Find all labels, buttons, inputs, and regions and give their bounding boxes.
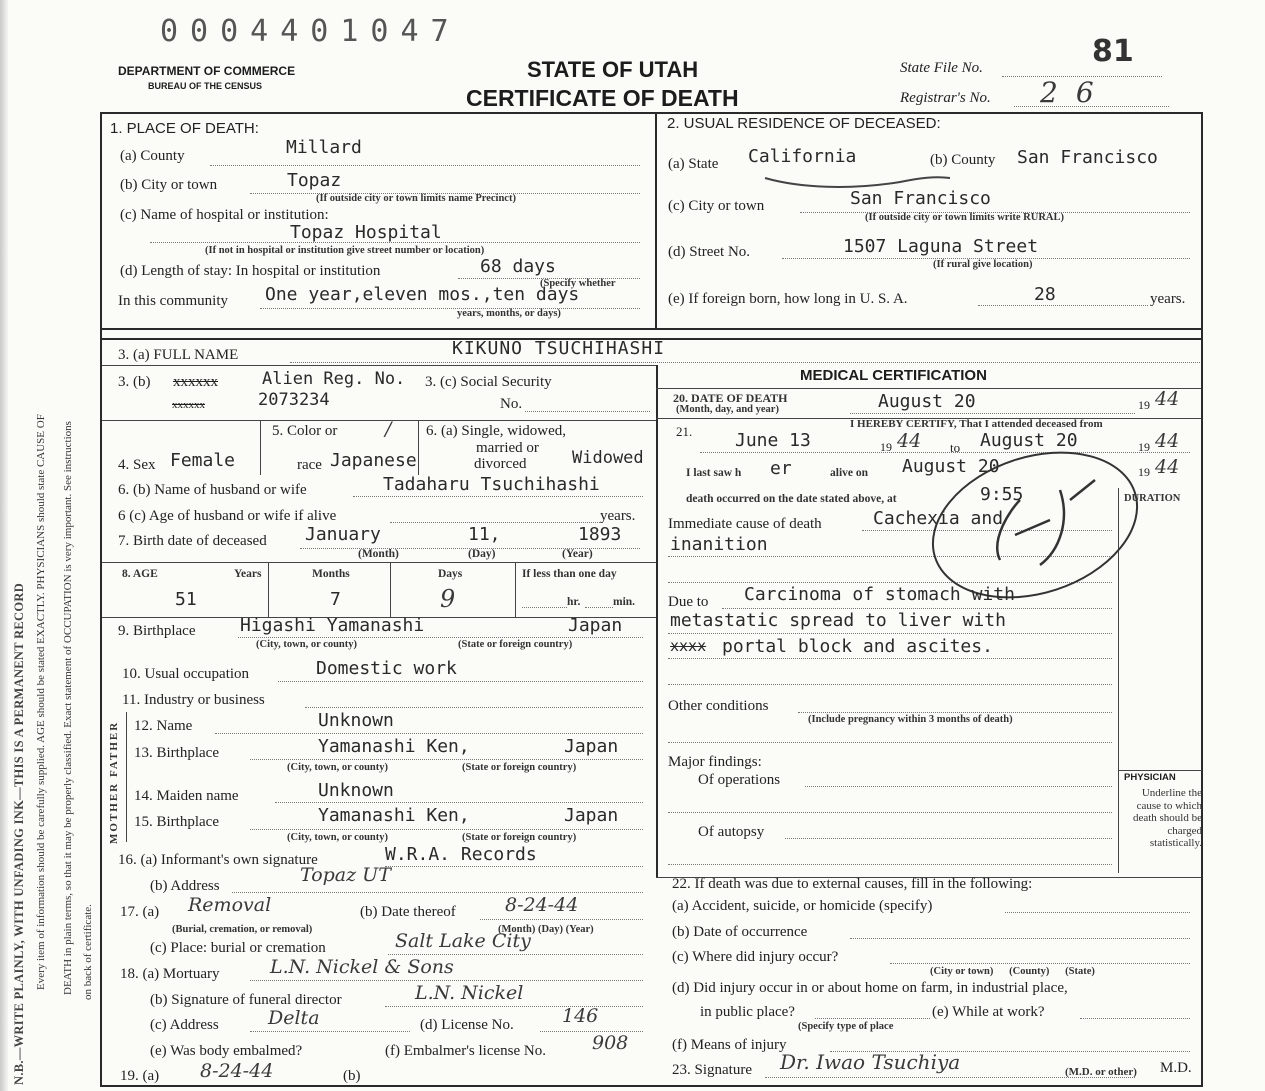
res-state-label: (a) State xyxy=(668,156,719,172)
hospital-value: Topaz Hospital xyxy=(290,222,442,243)
county-value: Millard xyxy=(286,137,362,158)
filed-date-value: 8-24-44 xyxy=(200,1060,274,1082)
mother-maiden-value: Unknown xyxy=(318,780,394,801)
stay-community-value: One year,eleven mos.,ten days xyxy=(265,284,580,305)
injury-date-label: (b) Date of occurrence xyxy=(672,924,808,940)
mother-side-label: MOTHER xyxy=(108,781,120,844)
duration-header: DURATION xyxy=(1124,493,1181,504)
birth-year: 1893 xyxy=(578,524,622,545)
res-street-note: (If rural give location) xyxy=(933,259,1033,270)
public-place-label: in public place? xyxy=(700,1004,795,1020)
county-label: (a) County xyxy=(120,148,185,164)
mortuary-address-label: (c) Address xyxy=(150,1017,219,1033)
attended-from-year-prefix: 19 xyxy=(880,440,892,454)
age-label: 8. AGE xyxy=(122,568,158,580)
embalmer-value: 908 xyxy=(592,1032,629,1054)
major-findings-label: Major findings: xyxy=(668,754,762,770)
birth-day-caption: (Day) xyxy=(468,548,496,560)
age-hr: hr. xyxy=(567,596,581,608)
immediate-cause-1: Cachexia and xyxy=(873,508,1004,529)
color-label: 5. Color or xyxy=(272,423,338,439)
external-causes-heading: 22. If death was due to external causes, fill in the following: xyxy=(672,876,1033,892)
father-side-label: FATHER xyxy=(108,720,120,777)
item-3b-struck: xxxxxx xyxy=(173,374,218,390)
item-3b-label: 3. (b) xyxy=(118,374,151,390)
spouse-age-label: 6 (c) Age of husband or wife if alive xyxy=(118,508,337,524)
due-to-1: Carcinoma of stomach with xyxy=(744,584,1015,605)
funeral-director-label: (b) Signature of funeral director xyxy=(150,992,342,1008)
alien-struck: xxxxxx xyxy=(172,399,205,411)
date-thereof-label: (b) Date thereof xyxy=(360,904,456,920)
signature-label: 23. Signature xyxy=(672,1062,752,1078)
mother-city-caption: (City, town, or county) xyxy=(287,832,389,843)
date-thereof-caption: (Month) (Day) (Year) xyxy=(498,924,594,935)
operations-label: Of operations xyxy=(698,772,781,788)
registrar-signature-label: (b) xyxy=(343,1068,361,1084)
sex-value: Female xyxy=(170,450,236,471)
father-city-caption: (City, town, or county) xyxy=(287,762,389,773)
last-saw-year-prefix: 19 xyxy=(1138,465,1150,479)
spouse-age-years: years. xyxy=(600,508,636,524)
margin-warning: N.B.—WRITE PLAINLY, WITH UNFADING INK—THIS IS A PERMANENT RECORD xyxy=(12,582,26,1085)
res-street-label: (d) Street No. xyxy=(668,244,751,260)
funeral-director-value: L.N. Nickel xyxy=(415,982,524,1004)
while-at-work-label: (e) While at work? xyxy=(932,1004,1045,1020)
mortuary-label: 18. (a) Mortuary xyxy=(120,966,220,982)
father-birthplace-label: 13. Birthplace xyxy=(134,745,219,761)
due-to-3: portal block and ascites. xyxy=(722,636,993,657)
age-days-value: 9 xyxy=(440,585,456,613)
where-injury-label: (c) Where did injury occur? xyxy=(672,949,839,965)
specify-place-caption: (Specify type of place xyxy=(798,1021,894,1032)
father-country-caption: (State or foreign country) xyxy=(462,762,577,773)
city-label: (b) City or town xyxy=(120,177,218,193)
date-thereof-value: 8-24-44 xyxy=(505,894,579,916)
scan-edge xyxy=(0,0,8,1091)
due-to-2: metastatic spread to liver with xyxy=(670,610,1006,631)
marital-label-2: married or xyxy=(476,440,539,456)
other-conditions-note: (Include pregnancy within 3 months of death) xyxy=(808,714,1013,725)
occupation-label: 10. Usual occupation xyxy=(122,666,250,682)
md-suffix: M.D. xyxy=(1160,1060,1192,1076)
res-state-value: California xyxy=(748,146,857,167)
item-21-label: 21. xyxy=(676,424,693,439)
attended-from-year: 44 xyxy=(897,430,922,452)
embalmed-label: (e) Was body embalmed? xyxy=(150,1043,303,1059)
ss-label: 3. (c) Social Security xyxy=(425,374,552,390)
res-county-value: San Francisco xyxy=(1017,147,1158,168)
title-certificate: CERTIFICATE OF DEATH xyxy=(466,85,739,111)
birthplace-country-caption: (State or foreign country) xyxy=(458,639,573,650)
date-of-death-year: 44 xyxy=(1155,388,1180,410)
informant-address-value: Topaz UT xyxy=(300,864,391,886)
race-label: race xyxy=(297,457,322,473)
alien-label: Alien Reg. No. xyxy=(262,369,406,389)
place-burial-value: Salt Lake City xyxy=(395,930,531,952)
mother-country-caption: (State or foreign country) xyxy=(462,832,577,843)
informant-value: W.R.A. Records xyxy=(385,844,537,865)
age-years-col: Years xyxy=(234,568,262,580)
birthplace-label: 9. Birthplace xyxy=(118,623,196,639)
full-name-value: KIKUNO TSUCHIHASHI xyxy=(452,338,666,359)
last-saw-label: I last saw h xyxy=(686,467,742,479)
mother-birthplace-label: 15. Birthplace xyxy=(134,814,219,830)
attended-to-date: August 20 xyxy=(980,430,1078,451)
mortuary-value: L.N. Nickel & Sons xyxy=(270,956,454,978)
immediate-cause-label: Immediate cause of death xyxy=(668,516,822,532)
margin-instructions-3: on back of certificate. xyxy=(82,904,94,1000)
last-saw-er: er xyxy=(770,458,792,479)
alien-number: 2073234 xyxy=(258,390,330,410)
last-saw-date: August 20 xyxy=(902,456,1000,477)
industry-label: 11. Industry or business xyxy=(122,692,265,708)
means-of-injury-label: (f) Means of injury xyxy=(672,1037,787,1053)
age-years-value: 51 xyxy=(175,589,197,610)
registrar-label: Registrar's No. xyxy=(900,90,991,106)
birth-day: 11, xyxy=(468,524,501,545)
mother-birthplace-city: Yamanashi Ken, xyxy=(318,805,470,826)
res-foreign-value: 28 xyxy=(1034,284,1056,305)
mortuary-address-value: Delta xyxy=(268,1007,320,1029)
burial-label: 17. (a) xyxy=(120,904,160,920)
age-min: min. xyxy=(613,596,636,608)
specify-note: (Specify whether xyxy=(540,278,616,289)
full-name-label: 3. (a) FULL NAME xyxy=(118,347,239,363)
community-label: In this community xyxy=(118,293,228,309)
stay-hospital-value: 68 days xyxy=(480,256,556,277)
attended-to-year-prefix: 19 xyxy=(1138,440,1150,454)
registrar-value: 26 xyxy=(1040,76,1112,109)
marital-value: Widowed xyxy=(572,448,644,468)
occupation-value: Domestic work xyxy=(316,658,457,679)
res-foreign-label: (e) If foreign born, how long in U. S. A. xyxy=(668,291,908,307)
color-checkmark: / xyxy=(385,418,392,440)
res-county-label: (b) County xyxy=(930,152,996,168)
sex-label: 4. Sex xyxy=(118,457,156,473)
residence-heading: 2. USUAL RESIDENCE OF DECEASED: xyxy=(667,115,941,132)
alive-on-label: alive on xyxy=(830,467,869,479)
spouse-label: 6. (b) Name of husband or wife xyxy=(118,482,307,498)
dept-line-2: BUREAU OF THE CENSUS xyxy=(148,81,263,91)
attended-to-word: to xyxy=(950,440,961,455)
other-conditions-label: Other conditions xyxy=(668,698,769,714)
place-of-death-heading: 1. PLACE OF DEATH: xyxy=(110,120,259,137)
hospital-label: (c) Name of hospital or institution: xyxy=(120,207,329,223)
due-to-struck: xxxx xyxy=(670,637,707,655)
age-days-col: Days xyxy=(438,568,463,580)
burial-note: (Burial, cremation, or removal) xyxy=(172,924,313,935)
date-of-death-label: 20. DATE OF DEATH xyxy=(673,391,788,405)
age-months-value: 7 xyxy=(330,589,341,610)
state-file-value: 81 xyxy=(1092,34,1134,69)
embalmer-label: (f) Embalmer's license No. xyxy=(385,1043,546,1059)
date-of-death-sub: (Month, day, and year) xyxy=(676,404,779,415)
father-birthplace-country: Japan xyxy=(564,736,619,757)
filed-label: 19. (a) xyxy=(120,1068,160,1084)
accident-label: (a) Accident, suicide, or homicide (specify) xyxy=(672,898,933,914)
informant-label: 16. (a) Informant's own signature xyxy=(118,852,318,868)
last-saw-year: 44 xyxy=(1155,456,1180,478)
physician-box-title: PHYSICIAN xyxy=(1124,772,1176,783)
physician-box-text: Underline the cause to which death should be charged statistically. xyxy=(1132,787,1202,849)
license-label: (d) License No. xyxy=(420,1017,514,1033)
race-value: Japanese xyxy=(330,450,417,471)
birthplace-city: Higashi Yamanashi xyxy=(240,615,425,636)
informant-address-label: (b) Address xyxy=(150,878,220,894)
home-farm-label: (d) Did injury occur in or about home on farm, in industrial place, xyxy=(672,980,1068,996)
autopsy-label: Of autopsy xyxy=(698,824,765,840)
certify-text: I HEREBY CERTIFY, That I attended deceased from xyxy=(850,418,1103,430)
md-or-other-caption: (M.D. or other) xyxy=(1065,1066,1137,1078)
title-state: STATE OF UTAH xyxy=(527,57,699,82)
death-occurred-label: death occurred on the date stated above, at xyxy=(686,493,897,505)
birthplace-country: Japan xyxy=(568,615,623,636)
mother-maiden-label: 14. Maiden name xyxy=(134,788,239,804)
certificate-number: 0004401047 xyxy=(160,14,461,49)
burial-value: Removal xyxy=(188,894,272,916)
date-of-death-year-prefix: 19 xyxy=(1138,398,1150,412)
res-years-word: years. xyxy=(1150,291,1186,307)
immediate-cause-2: inanition xyxy=(670,534,768,555)
res-city-value: San Francisco xyxy=(850,188,991,209)
stay-label: (d) Length of stay: In hospital or institution xyxy=(120,263,381,279)
hospital-note: (If not in hospital or institution give street number or location) xyxy=(205,245,485,256)
res-city-note: (If outside city or town limits write RURAL) xyxy=(865,212,1064,223)
birth-date-label: 7. Birth date of deceased xyxy=(118,533,267,549)
city-note: (If outside city or town limits name Precinct) xyxy=(316,193,516,204)
license-value: 146 xyxy=(562,1005,599,1027)
margin-instructions-2: DEATH in plain terms, so that it may be properly classified. Exact statement of OCCUPATION is very important. See instructions xyxy=(62,421,74,995)
marital-label-3: divorced xyxy=(474,456,527,472)
date-of-death-value: August 20 xyxy=(878,391,976,412)
margin-instructions-1: Every item of information should be carefully supplied. AGE should be stated EXACTLY. PHYSICIANS should state CAUSE OF xyxy=(35,414,47,990)
birth-year-caption: (Year) xyxy=(562,548,593,560)
res-street-value: 1507 Laguna Street xyxy=(843,236,1039,257)
medical-heading: MEDICAL CERTIFICATION xyxy=(800,367,987,384)
age-months-col: Months xyxy=(312,568,350,580)
age-less-day-col: If less than one day xyxy=(522,568,617,580)
place-burial-label: (c) Place: burial or cremation xyxy=(150,940,326,956)
birthplace-city-caption: (City, town, or county) xyxy=(256,639,358,650)
marital-label-1: 6. (a) Single, widowed, xyxy=(426,423,566,439)
physician-signature: Dr. Iwao Tsuchiya xyxy=(780,1050,961,1074)
where-injury-caption: (City or town) (County) (State) xyxy=(930,966,1095,977)
father-name-value: Unknown xyxy=(318,710,394,731)
father-name-label: 12. Name xyxy=(134,718,193,734)
father-birthplace-city: Yamanashi Ken, xyxy=(318,736,470,757)
res-city-label: (c) City or town xyxy=(668,198,765,214)
death-time: 9:55 xyxy=(980,484,1024,505)
mother-birthplace-country: Japan xyxy=(564,805,619,826)
city-value: Topaz xyxy=(287,170,342,191)
birth-month: January xyxy=(305,524,381,545)
community-note: years, months, or days) xyxy=(457,308,561,319)
due-to-label: Due to xyxy=(668,594,709,610)
state-file-label: State File No. xyxy=(900,60,983,76)
spouse-value: Tadaharu Tsuchihashi xyxy=(383,474,600,495)
ss-no-label: No. xyxy=(500,396,523,412)
attended-to-year: 44 xyxy=(1155,430,1180,452)
birth-month-caption: (Month) xyxy=(358,548,399,560)
dept-line-1: DEPARTMENT OF COMMERCE xyxy=(118,64,296,78)
attended-from-date: June 13 xyxy=(735,430,811,451)
